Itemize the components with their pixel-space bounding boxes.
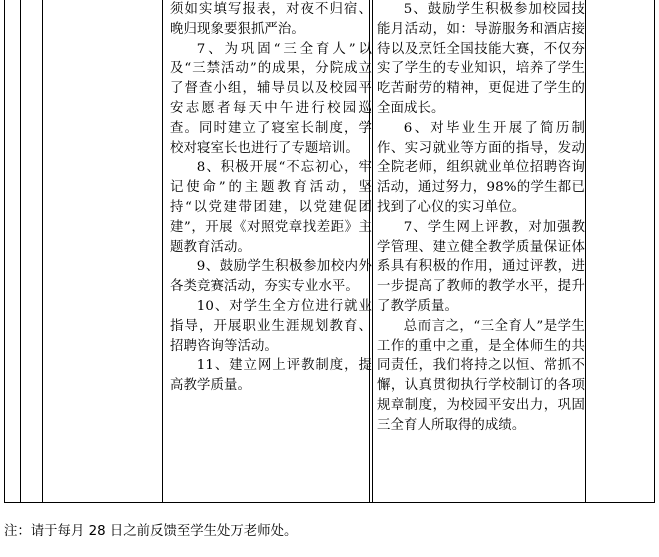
- table-divider: [585, 0, 586, 502]
- report-table: [4, 0, 655, 503]
- paragraph: 10、对学生全方位进行就业指导，开展职业生涯规划教育、招聘咨询等活动。: [170, 298, 372, 354]
- table-divider: [162, 0, 163, 502]
- paragraph: 11、建立网上评教制度，提高教学质量。: [170, 358, 372, 394]
- measures-left-column: [170, 0, 372, 396]
- paragraph: 须如实填写报表，对夜不归宿、晚归现象要狠抓严治。: [170, 2, 372, 37]
- table-divider: [372, 0, 373, 502]
- paragraph: 8、积极开展“不忘初心，牢记使命”的主题教育活动，坚持“以党建带团建，以党建促团建”，开展《对照党章找差距》主题教育活动。: [170, 160, 372, 255]
- table-divider: [20, 0, 21, 502]
- table-divider: [42, 0, 43, 502]
- paragraph: 7、学生网上评教，对加强教学管理、建立健全教学质量保证体系具有积极的作用，通过评教，进一步提高了教师的教学水平，提升了教学质量。: [377, 219, 585, 314]
- paragraph: 9、鼓励学生积极参加校内外各类竞赛活动，夯实专业水平。: [170, 259, 372, 295]
- paragraph: 6、对毕业生开展了简历制作、实习就业等方面的指导，发动全院老师，组织就业单位招聘咨询活动，通过努力，98%的学生都已找到了心仪的实习单位。: [377, 120, 585, 215]
- paragraph: 7、为巩固“三全育人”以及“三禁活动”的成果，分院成立了督查小组，辅导员以及校园平安志愿者每天中午进行校园巡查。同时建立了寝室长制度，学校对寝室长也进行了专题培训。: [170, 41, 372, 156]
- footer-note: 注：请于每月 28 日之前反馈至学生处万老师处。: [4, 524, 298, 539]
- results-right-column: [377, 0, 585, 436]
- paragraph: 总而言之，“三全育人”是学生工作的重中之重，是全体师生的共同责任，我们将持之以恒、常抓不懈，认真贯彻执行学校制订的各项规章制度，为校园平安出力，巩固三全育人所取得的成绩。: [377, 318, 585, 433]
- paragraph: 5、鼓励学生积极参加校园技能月活动，如：导游服务和酒店接待以及烹饪全国技能大赛，不仅夯实了学生的专业知识，培养了学生吃苦耐劳的精神，更促进了学生的全面成长。: [377, 2, 585, 116]
